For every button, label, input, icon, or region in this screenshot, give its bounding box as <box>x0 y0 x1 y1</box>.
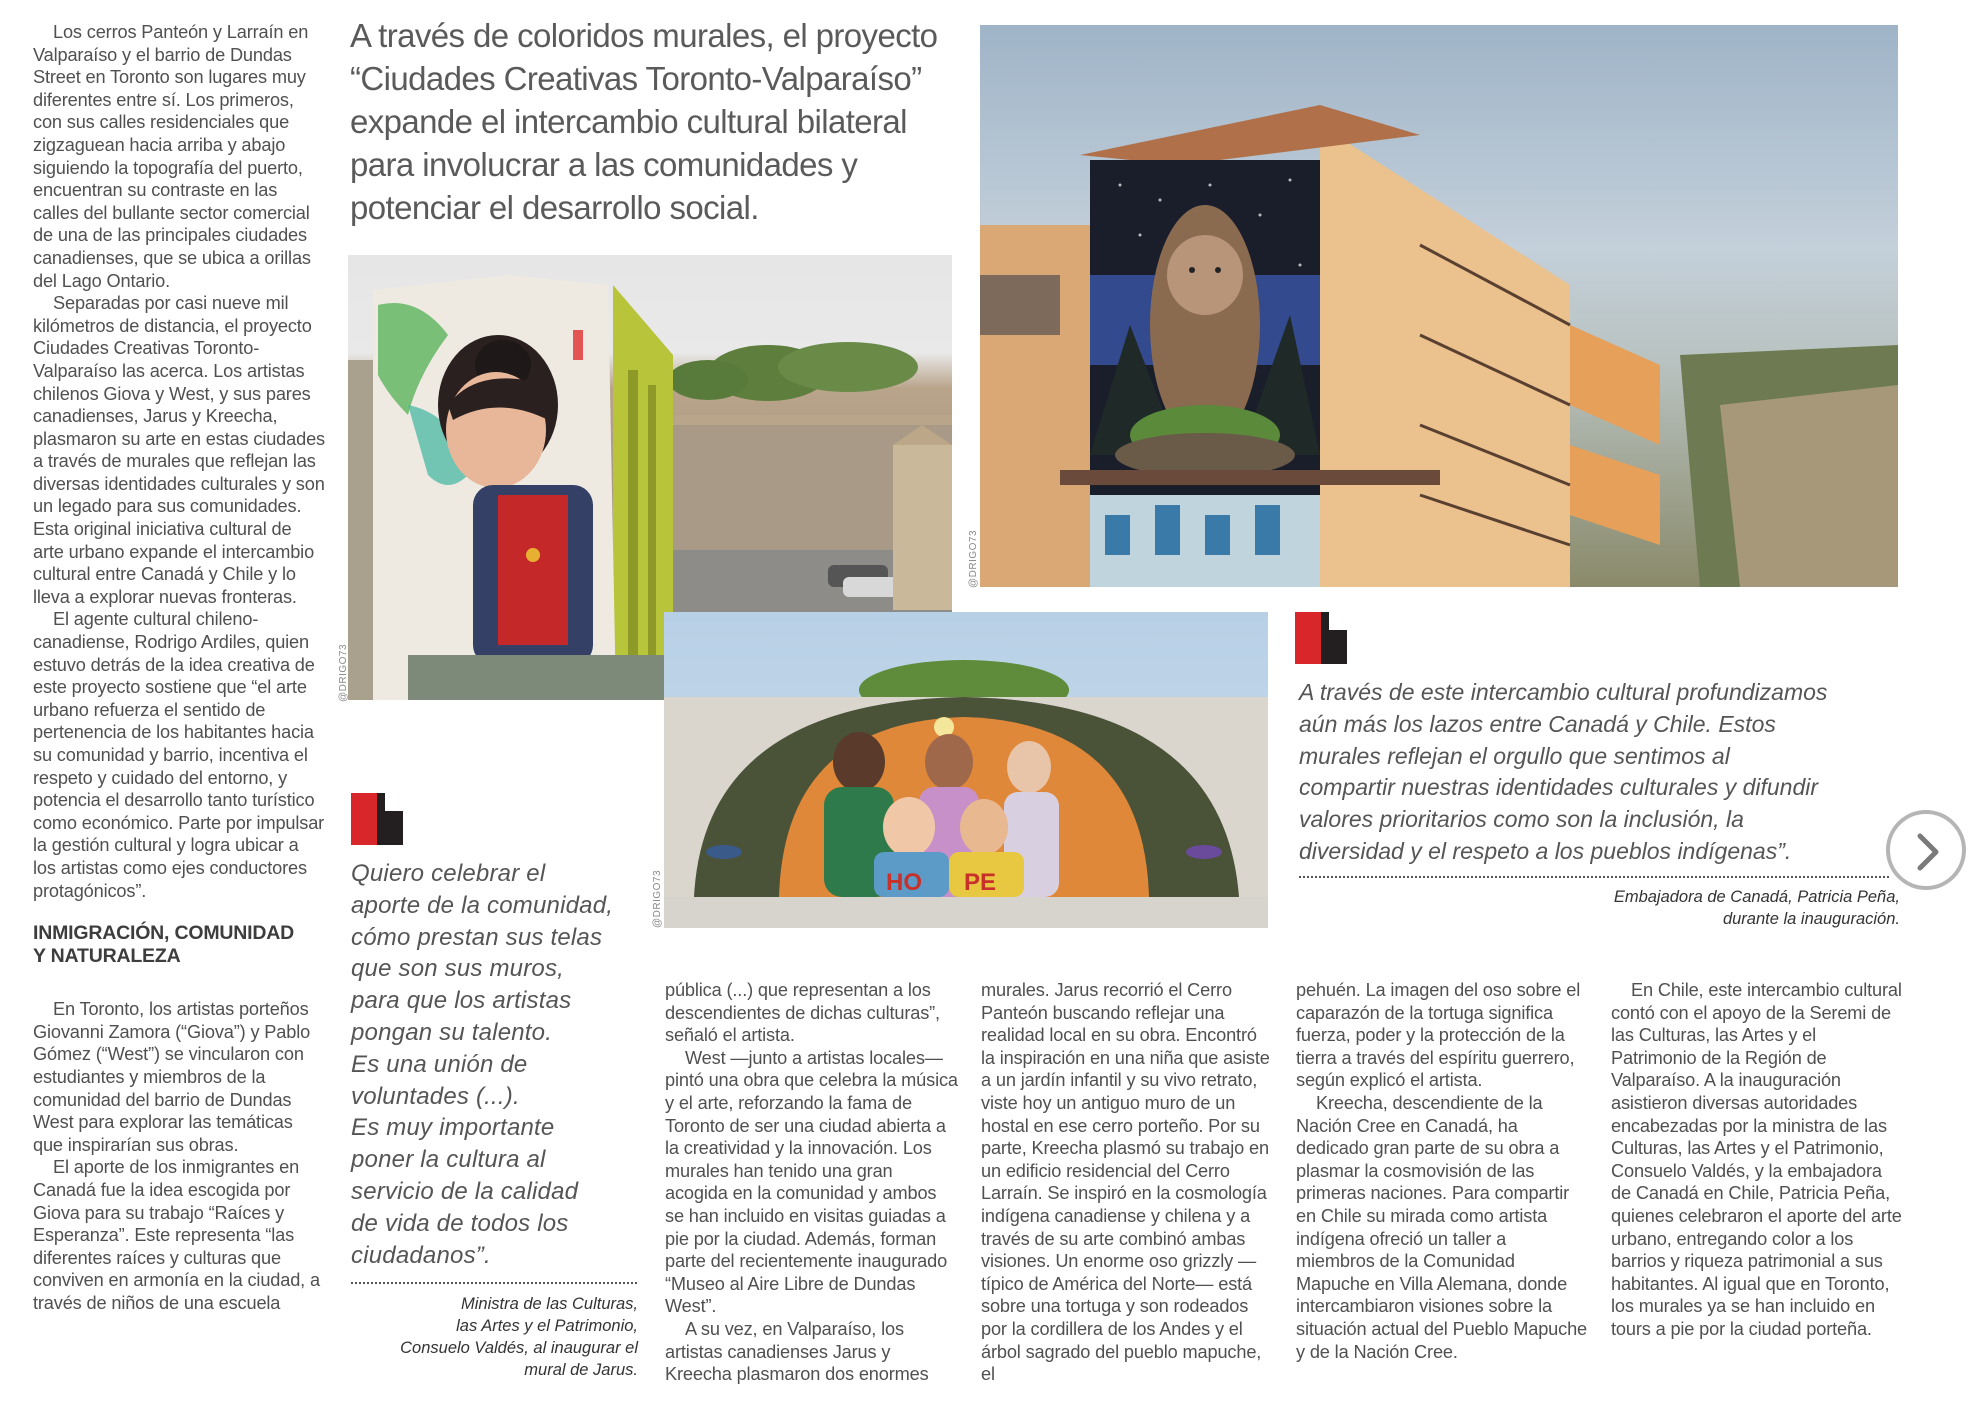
quote-line: diversidad y el respeto a los pueblos indígenas”. <box>1299 837 1792 864</box>
quote-line: aporte de la comunidad, <box>351 891 614 919</box>
paragraph: Kreecha, descendiente de la Nación Cree en Canadá, ha dedicado gran parte de su obra a plasmar la cosmovisión de las primeras naciones. Para compartir en Chile su mirada como artista indígena ofreció un taller a miembros de la Comunidad Mapuche en Villa Alemana, donde intercambiaron visiones sobre la situación actual del Pueblo Mapuche y de la Nación Cree. <box>1296 1092 1587 1362</box>
quote-mark-icon <box>351 793 403 845</box>
quote-attribution-right <box>1500 886 1900 930</box>
quote-attribution-left <box>340 1293 638 1381</box>
paragraph: A su vez, en Valparaíso, los artistas canadienses Jarus y Kreecha plasmaron dos enormes <box>665 1318 929 1385</box>
chevron-right-icon <box>1890 814 1962 886</box>
quote-line: valores prioritarios como son la inclusión, la <box>1299 806 1744 833</box>
section-subheading <box>33 922 325 968</box>
hope-mural-shirt-left: HO <box>886 869 922 896</box>
headline-line: A través de coloridos murales, el proyecto <box>350 17 938 54</box>
hope-mural-shirt-right: PE <box>964 869 997 896</box>
attribution-line: durante la inauguración. <box>1722 910 1900 928</box>
attribution-line: las Artes y el Patrimonio, <box>456 1317 638 1335</box>
subheading-line: Y NATURALEZA <box>33 945 181 968</box>
photo-credit: @DRIGO73 <box>652 869 663 928</box>
quote-line: compartir nuestras identidades culturales y difundir <box>1299 774 1819 801</box>
quote-line: murales reflejan el orgullo que sentimos al <box>1299 742 1730 769</box>
attribution-line: Embajadora de Canadá, Patricia Peña, <box>1613 888 1900 906</box>
attribution-line: Ministra de las Culturas, <box>461 1295 638 1313</box>
article-column-3 <box>665 979 960 1386</box>
quote-divider <box>1299 876 1889 878</box>
paragraph: El aporte de los inmigrantes en Canadá fue la idea escogida por Giova para su trabajo “Raíces y Esperanza”. Este representa “las diferentes raíces y culturas que conviven en armonía en la ciudad, a través de niños de una escuela <box>33 1157 320 1313</box>
headline-line: para involucrar a las comunidades y <box>350 146 858 183</box>
quote-line: Es una unión de <box>351 1050 528 1078</box>
quote-line: Quiero celebrar el <box>351 860 546 887</box>
article-column-4 <box>981 979 1273 1386</box>
quote-line: de vida de todos los <box>351 1209 569 1237</box>
photo-credit: @DRIGO73 <box>968 529 979 588</box>
headline-line: potenciar el desarrollo social. <box>350 189 759 226</box>
article-column-5 <box>1296 979 1588 1363</box>
photo-building-mural <box>980 25 1898 587</box>
quote-line: A través de este intercambio cultural profundizamos <box>1299 679 1828 705</box>
paragraph: murales. Jarus recorrió el Cerro Panteón buscando reflejar una realidad local en su obra. Encontró la inspiración en una niña que asiste a un jardín infantil y su vivo retrato, viste hoy un antiguo muro de un hostal en ese cerro porteño. Por su parte, Kreecha plasmó su trabajo en un edificio residencial del Cerro Larraín. Se inspiró en la cosmología indígena canadiense y chilena y a través de su arte combinó ambas visiones. Un enorme oso grizzly —típico de América del Norte— está sobre una tortuga y son rodeados por la cordillera de los Andes y el árbol sagrado del pueblo mapuche, el <box>981 980 1270 1385</box>
quote-line: cómo prestan sus telas <box>351 923 603 951</box>
quote-line: para que los artistas <box>351 987 572 1015</box>
quote-line: poner la cultura al <box>351 1146 546 1174</box>
quote-line: que son sus muros, <box>351 955 565 983</box>
quote-line: aún más los lazos entre Canadá y Chile. Estos <box>1299 710 1776 737</box>
paragraph: Separadas por casi nueve mil kilómetros de distancia, el proyecto Ciudades Creativas Toronto-Valparaíso las acerca. Los artistas chilenos Giova y West, y sus pares canadienses, Jarus y Kreecha, plasmaron su arte en estas ciudades a través de murales que reflejan las diversas identidades culturales y son un legado para sus comunidades. Esta original iniciativa cultural de arte urbano expande el intercambio cultural entre Canadá y Chile y lo lleva a explorar nuevas fronteras. <box>33 293 325 607</box>
photo-building-mural-art <box>980 25 1898 587</box>
quote-line: pongan su talento. <box>351 1018 553 1046</box>
attribution-line: mural de Jarus. <box>524 1361 638 1379</box>
photo-hope-mural <box>664 612 1268 928</box>
paragraph: pehuén. La imagen del oso sobre el caparazón de la tortuga significa fuerza, poder y la protección de la tierra a través del espíritu guerrero, según explicó el artista. <box>1296 980 1581 1091</box>
paragraph: En Chile, este intercambio cultural contó con el apoyo de la Seremi de las Culturas, las Artes y el Patrimonio de la Región de Valparaíso. A la inauguración asistieron diversas autoridades encabezadas por la ministra de las Culturas, las Artes y el Patrimonio, Consuelo Valdés, y la embajadora de Canadá en Chile, Patricia Peña, quienes celebraron el aporte del arte urbano, entregando color a los barrios y riqueza patrimonial a sus habitantes. Al igual que en Toronto, los murales ya se han incluido en tours a pie por la ciudad porteña. <box>1611 980 1902 1339</box>
paragraph: pública (...) que representan a los descendientes de dichas culturas”, señaló el artista. <box>665 980 940 1046</box>
attribution-line: Consuelo Valdés, al inaugurar el <box>400 1339 638 1357</box>
photo-hope-mural-art <box>664 612 1268 928</box>
quote-divider <box>351 1282 637 1284</box>
pull-quote-right <box>1299 677 1899 868</box>
quote-line: voluntades (...). <box>351 1082 520 1110</box>
headline-line: “Ciudades Creativas Toronto-Valparaíso” <box>350 60 922 97</box>
paragraph: Los cerros Panteón y Larraín en Valparaíso y el barrio de Dundas Street en Toronto son lugares muy diferentes entre sí. Los primeros, con sus calles residenciales que zigzaguean hacia arriba y abajo siguiendo la topografía del puerto, encuentran su contraste en las calles del bullante sector comercial de una de las principales ciudades canadienses, que se ubica a orillas del Lago Ontario. <box>33 22 311 291</box>
photo-credit: @DRIGO73 <box>338 643 349 702</box>
quote-line: Es muy importante <box>351 1114 555 1142</box>
paragraph: En Toronto, los artistas porteños Giovanni Zamora (“Giova”) y Pablo Gómez (“West”) se vincularon con estudiantes y miembros de la comunidad del barrio de Dundas West para explorar las temáticas que inspirarían sus obras. <box>33 999 311 1155</box>
next-page-button[interactable] <box>1886 810 1966 890</box>
quote-line: ciudadanos”. <box>351 1241 491 1269</box>
article-column-6 <box>1611 979 1906 1341</box>
quote-mark-icon <box>1295 612 1347 664</box>
subheading-line: INMIGRACIÓN, COMUNIDAD <box>33 922 295 945</box>
paragraph: El agente cultural chileno-canadiense, Rodrigo Ardiles, quien estuvo detrás de la idea creativa de este proyecto sostiene que “el arte urbano refuerza el sentido de pertenencia de los habitantes hacia su comunidad y barrio, incentiva el respeto y cuidado del entorno, y potencia el desarrollo tanto turístico como económico. Parte por impulsar la gestión cultural y logra ubicar a los artistas como ejes conductores protagónicos”. <box>33 609 325 901</box>
article-column-1 <box>33 21 325 1314</box>
headline-deck <box>350 14 962 229</box>
quote-line: servicio de la calidad <box>351 1177 579 1205</box>
paragraph: West —junto a artistas locales— pintó una obra que celebra la música y el arte, reforzando la fama de Toronto de ser una ciudad abierta a la creatividad y la innovación. Los murales han tenido una gran acogida en la comunidad y ambos se han incluido en visitas guiadas a pie por la ciudad. Además, forman parte del recientemente inaugurado “Museo al Aire Libre de Dundas West”. <box>665 1047 958 1317</box>
headline-line: expande el intercambio cultural bilateral <box>350 103 907 140</box>
pull-quote-left <box>351 858 651 1271</box>
